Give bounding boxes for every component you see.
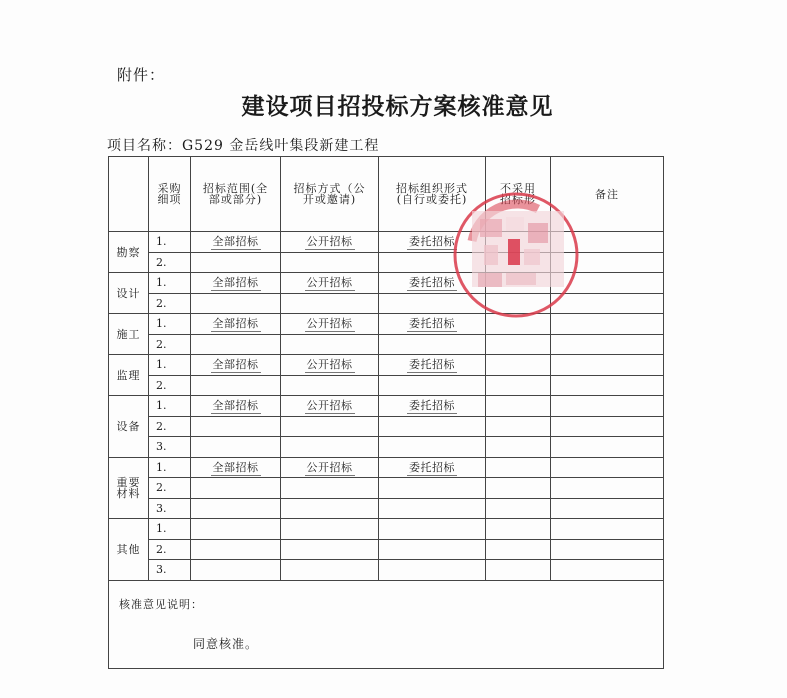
category-cell — [109, 273, 149, 314]
method-cell — [281, 416, 379, 437]
category-cell — [109, 314, 149, 355]
method-cell — [281, 232, 379, 253]
table-row — [109, 457, 664, 478]
item-number: 2. — [149, 293, 191, 314]
scope-value: 全部招标 — [212, 358, 259, 372]
no-bid-cell — [486, 478, 551, 499]
category-cell — [109, 457, 149, 519]
scope-value: 全部招标 — [212, 317, 259, 331]
org-cell — [379, 519, 486, 540]
method-value: 公开招标 — [306, 276, 353, 290]
scope-cell — [191, 232, 281, 253]
org-cell — [379, 498, 486, 519]
table-row — [109, 478, 664, 499]
remark-cell — [551, 416, 664, 437]
item-number: 3. — [149, 437, 191, 458]
item-number: 1. — [149, 232, 191, 253]
category-label: 其他 — [116, 542, 141, 556]
scope-cell — [191, 416, 281, 437]
method-cell — [281, 273, 379, 294]
scope-cell — [191, 252, 281, 273]
method-cell — [281, 560, 379, 581]
scope-cell — [191, 293, 281, 314]
method-cell — [281, 457, 379, 478]
scope-value: 全部招标 — [212, 276, 259, 290]
category-cell — [109, 396, 149, 458]
remark-cell — [551, 355, 664, 376]
scope-cell — [191, 560, 281, 581]
project-name: 项目名称：G529 金岳线叶集段新建工程 — [107, 138, 380, 154]
org-cell — [379, 457, 486, 478]
method-cell — [281, 293, 379, 314]
header-item: 采购 细项 — [149, 157, 191, 232]
item-number: 1. — [149, 519, 191, 540]
category-cell — [109, 355, 149, 396]
org-value: 委托招标 — [409, 317, 455, 331]
remark-cell — [551, 457, 664, 478]
scope-cell — [191, 478, 281, 499]
item-number: 2. — [149, 375, 191, 396]
notes-cell — [109, 580, 664, 669]
org-cell — [379, 355, 486, 376]
remark-cell — [551, 478, 664, 499]
notes-label: 核准意见说明： — [119, 597, 203, 611]
org-cell — [379, 560, 486, 581]
org-cell — [379, 437, 486, 458]
scope-cell — [191, 334, 281, 355]
org-value: 委托招标 — [409, 276, 455, 290]
notes-text: 同意核准。 — [193, 636, 259, 651]
table-row — [109, 498, 664, 519]
item-number: 1. — [149, 314, 191, 335]
category-label: 施工 — [116, 327, 141, 341]
org-value: 委托招标 — [409, 358, 455, 372]
no-bid-cell — [486, 416, 551, 437]
item-number: 2. — [149, 539, 191, 560]
scope-cell — [191, 273, 281, 294]
method-cell — [281, 355, 379, 376]
table-row — [109, 375, 664, 396]
category-label: 勘察 — [116, 245, 141, 259]
header-remark: 备注 — [551, 157, 664, 232]
method-cell — [281, 252, 379, 273]
org-cell — [379, 416, 486, 437]
attachment-label: 附件： — [117, 66, 166, 84]
method-cell — [281, 334, 379, 355]
header-scope: 招标范围(全 部或部分) — [191, 157, 281, 232]
category-label: 设计 — [116, 286, 141, 300]
scope-value: 全部招标 — [212, 460, 259, 474]
category-label: 监理 — [116, 368, 141, 382]
scope-cell — [191, 519, 281, 540]
scope-cell — [191, 457, 281, 478]
no-bid-cell — [486, 437, 551, 458]
table-row — [109, 519, 664, 540]
category-label: 设备 — [116, 419, 141, 433]
remark-cell — [551, 437, 664, 458]
official-seal — [450, 189, 582, 321]
item-number: 2. — [149, 252, 191, 273]
notes-row — [109, 580, 664, 669]
header-org: 招标组织形式 (自行或委托) — [379, 157, 486, 232]
table-row — [109, 416, 664, 437]
no-bid-cell — [486, 498, 551, 519]
org-cell — [379, 539, 486, 560]
remark-cell — [551, 498, 664, 519]
table-row — [109, 539, 664, 560]
scope-cell — [191, 396, 281, 417]
scope-cell — [191, 375, 281, 396]
method-cell — [281, 478, 379, 499]
no-bid-cell — [486, 355, 551, 376]
method-value: 公开招标 — [306, 317, 353, 331]
method-cell — [281, 498, 379, 519]
org-cell — [379, 375, 486, 396]
method-cell — [281, 539, 379, 560]
org-cell — [379, 334, 486, 355]
remark-cell — [551, 519, 664, 540]
method-value: 公开招标 — [306, 235, 353, 249]
remark-cell — [551, 560, 664, 581]
method-cell — [281, 437, 379, 458]
table-row — [109, 560, 664, 581]
item-number: 2. — [149, 478, 191, 499]
org-value: 委托招标 — [409, 460, 455, 474]
document-title: 建设项目招投标方案核准意见 — [241, 94, 554, 120]
header-method: 招标方式（公 开或邀请) — [281, 157, 379, 232]
no-bid-cell — [486, 375, 551, 396]
item-number: 1. — [149, 273, 191, 294]
header-no-bid: 不采用 招标形 — [486, 157, 551, 232]
remark-cell — [551, 334, 664, 355]
method-value: 公开招标 — [306, 460, 353, 474]
no-bid-cell — [486, 560, 551, 581]
table-row — [109, 396, 664, 417]
method-cell — [281, 396, 379, 417]
category-cell — [109, 232, 149, 273]
no-bid-cell — [486, 539, 551, 560]
item-number: 3. — [149, 560, 191, 581]
scope-cell — [191, 437, 281, 458]
category-cell — [109, 519, 149, 581]
org-value: 委托招标 — [409, 235, 455, 249]
scope-cell — [191, 539, 281, 560]
scope-cell — [191, 314, 281, 335]
method-value: 公开招标 — [306, 399, 353, 413]
no-bid-cell — [486, 396, 551, 417]
header-category — [109, 157, 149, 232]
remark-cell — [551, 375, 664, 396]
table-row — [109, 355, 664, 376]
no-bid-cell — [486, 334, 551, 355]
category-label: 重要 — [116, 475, 141, 489]
table-row — [109, 334, 664, 355]
remark-cell — [551, 396, 664, 417]
item-number: 1. — [149, 396, 191, 417]
item-number: 3. — [149, 498, 191, 519]
remark-cell — [551, 539, 664, 560]
item-number: 1. — [149, 355, 191, 376]
item-number: 2. — [149, 416, 191, 437]
item-number: 2. — [149, 334, 191, 355]
org-cell — [379, 478, 486, 499]
org-value: 委托招标 — [409, 399, 455, 413]
item-number: 1. — [149, 457, 191, 478]
scope-cell — [191, 355, 281, 376]
scope-value: 全部招标 — [212, 399, 259, 413]
method-cell — [281, 375, 379, 396]
method-cell — [281, 314, 379, 335]
scope-cell — [191, 498, 281, 519]
org-cell — [379, 396, 486, 417]
method-cell — [281, 519, 379, 540]
scope-value: 全部招标 — [212, 235, 259, 249]
method-value: 公开招标 — [306, 358, 353, 372]
no-bid-cell — [486, 457, 551, 478]
category-label: 材料 — [116, 486, 141, 500]
no-bid-cell — [486, 519, 551, 540]
table-row — [109, 437, 664, 458]
